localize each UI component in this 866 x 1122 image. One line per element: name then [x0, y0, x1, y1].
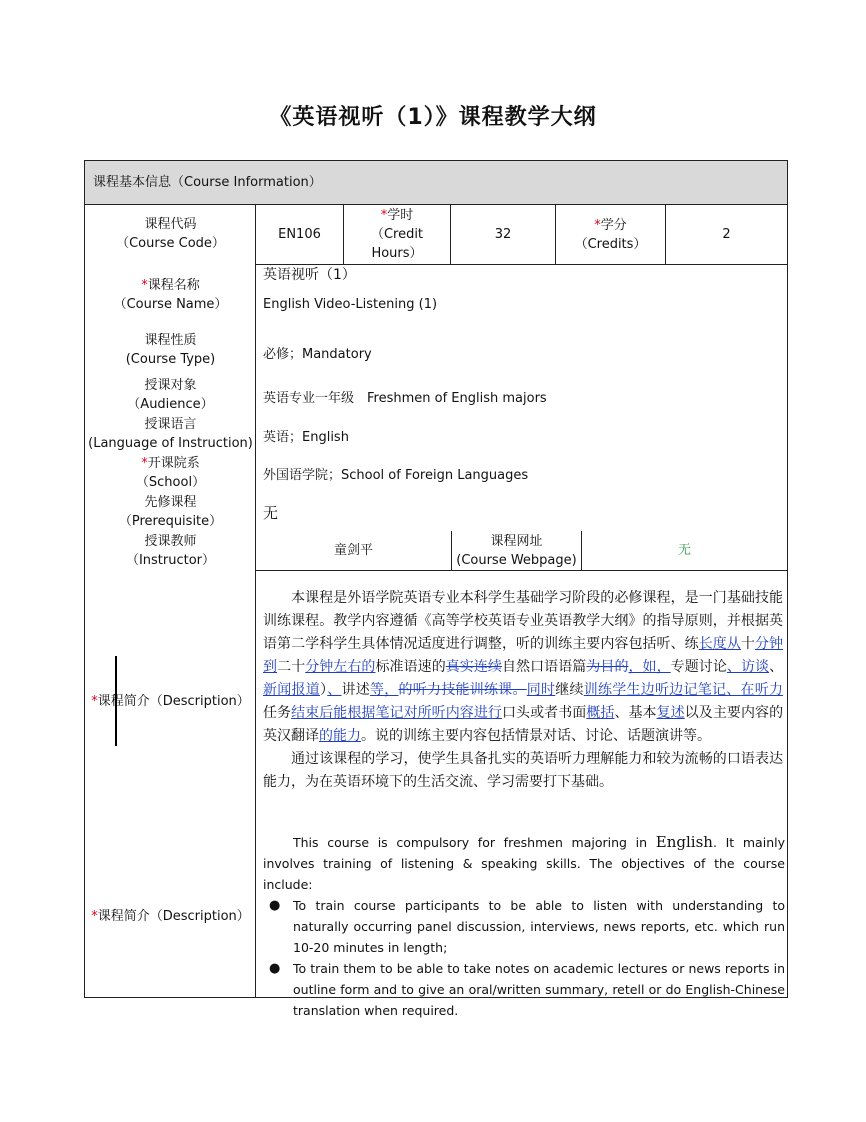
instructor-value: 童剑平 — [256, 531, 452, 571]
language-value: 英语；English — [263, 430, 349, 445]
course-code-label: 课程代码 （Course Code） — [116, 217, 225, 251]
course-name-en: English Video-Listening (1) — [263, 297, 438, 312]
description-cn: 本课程是外语学院英语专业本科学生基础学习阶段的必修课程，是一门基础技能训练课程。教学内容遵循《高等学校英语专业英语教学大纲》的指导原则，并根据英语第二学科学生具体情况适度进行调整，听的训练主要内容包括听、练长度从十分钟到二十分钟左右的标准语速的真实连续自然口语语篇为目的，如，专题讨论、访谈、新闻报道）、讲述等，的听力技能训练课。同时继续训练学生边听边记笔记、在听力任务结束后能根据笔记对所听内容进行口头或者书面概括、基本复述以及主要内容的英汉翻译的能力。说的训练主要内容包括情景对话、讨论、话题演讲等。 通过该课程的学习，使学生具备扎实的英语听力理解能力和较为流畅的口语表达能力，为在英语环境下的生活交流、学习需要打下基础。 — [263, 590, 784, 790]
table-header: 课程基本信息（Course Information） — [85, 161, 787, 205]
prerequisite-label: 先修课程 （Prerequisite） — [118, 495, 223, 529]
language-label: 授课语言 (Language of Instruction) — [88, 417, 253, 451]
label-column — [85, 205, 256, 997]
webpage-value: 无 — [582, 531, 787, 571]
prerequisite-value: 无 — [263, 504, 279, 522]
cursor-bar — [115, 656, 117, 746]
credits-value: 2 — [666, 205, 787, 265]
course-name-cn: 英语视听（1） — [263, 267, 356, 283]
audience-label: 授课对象 （Audience） — [127, 378, 214, 412]
course-info-table — [84, 160, 788, 1018]
credit-hours-label: *学时 （Credit Hours） — [344, 205, 451, 265]
credits-label: *学分 （Credits） — [556, 205, 666, 265]
description-label-en: *课程简介（Description） — [91, 909, 250, 924]
school-value: 外国语学院；School of Foreign Languages — [263, 468, 529, 483]
description-label-cn: *课程简介（Description） — [91, 694, 250, 709]
audience-value: 英语专业一年级 Freshmen of English majors — [263, 391, 547, 406]
course-code-value: EN106 — [256, 205, 344, 265]
course-type-value: 必修；Mandatory — [263, 347, 372, 362]
description-en: This course is compulsory for freshmen majoring in English. It mainly involves training of listening & speaking skills. The objectives of the course include: ● To train course participants to be able to listen with understanding to naturally occurring panel discussion, interviews, news reports, etc. which run 10-20 minutes in length; ● To train them to be able to take notes on academic lectures or news reports in outline form and to give an oral/written summary, retell or do English-Chinese translation when required. — [263, 832, 785, 1021]
course-name-label: *课程名称 （Course Name） — [113, 278, 228, 312]
instructor-label: 授课教师 （Instructor） — [125, 534, 216, 568]
school-label: *开课院系 （School） — [135, 456, 206, 490]
objective-item: ● To train course participants to be able to listen with understanding to naturally occurring panel discussion, interviews, news reports, etc. which run 10-20 minutes in length; — [269, 898, 785, 955]
course-type-label: 课程性质 (Course Type) — [125, 333, 216, 367]
objective-item: ● To train them to be able to take notes on academic lectures or news reports in outline form and to give an oral/written summary, retell or do English-Chinese translation when required. — [269, 961, 785, 1018]
document-title: 《英语视听（1）》课程教学大纲 — [269, 105, 597, 130]
credit-hours-value: 32 — [451, 205, 556, 265]
webpage-label: 课程网址 (Course Webpage) — [452, 531, 582, 571]
